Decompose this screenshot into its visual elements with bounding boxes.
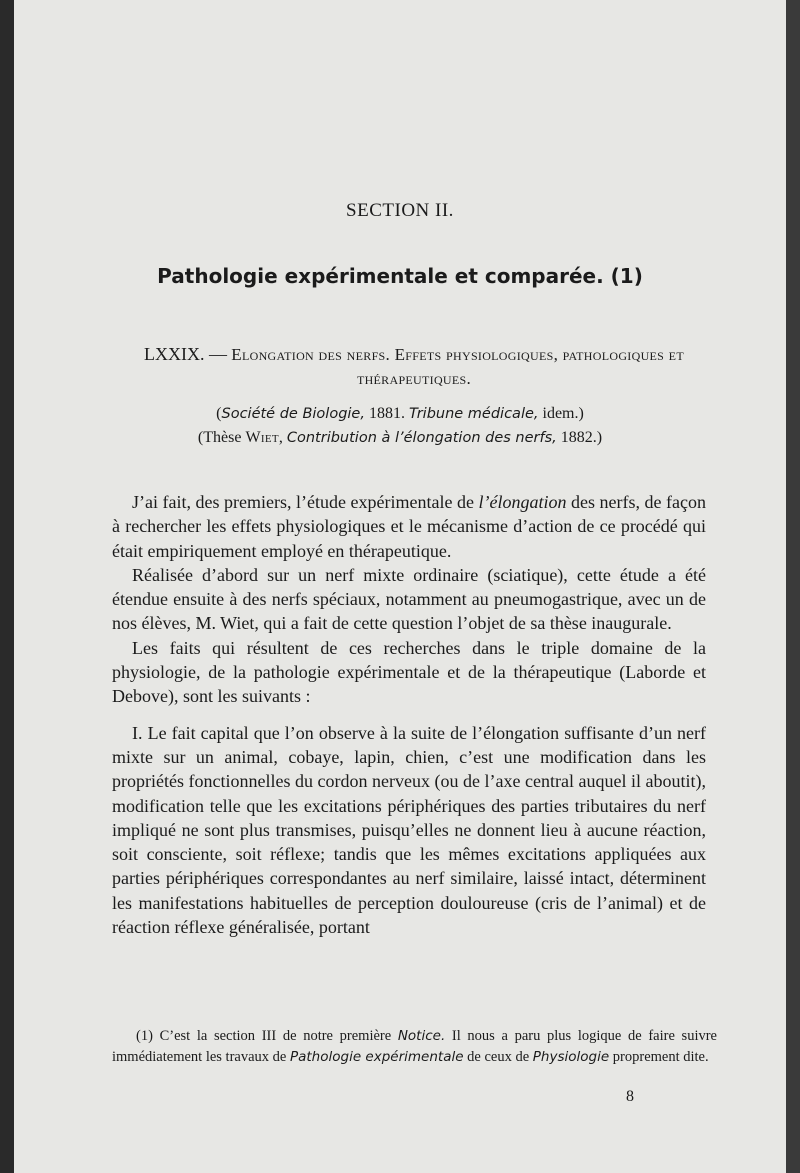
footnote-text-2: Il nous a paru plus logique de faire suivre immédiatement les travaux de	[112, 1028, 717, 1065]
entry-number: LXXIX. —	[144, 344, 228, 364]
ref2-work: Contribution à l’élongation des nerfs,	[286, 430, 557, 446]
paragraph-3: Les faits qui résultent de ces recherches dans le triple domaine de la physiologie, de la pathologie expérimentale et de la thérapeutique (Laborde et Debove), sont les suivants :	[112, 637, 706, 707]
ref1-open: (	[216, 405, 222, 422]
body-text	[112, 490, 706, 939]
scan-edge	[786, 0, 800, 1173]
paragraph-2: Réalisée d’abord sur un nerf mixte ordinaire (sciatique), cette étude a été étendue ensuite à des nerfs spéciaux, notamment au pneumogastrique, avec un de nos élèves, M. Wiet, qui a fait de cette question l’objet de sa thèse inaugurale.	[112, 564, 706, 634]
p1-term: l’élongation	[478, 492, 567, 512]
footnote-text-1: C’est la section III de notre première	[159, 1028, 398, 1044]
footnote-notice: Notice.	[397, 1028, 446, 1044]
ref2-year: 1882.)	[556, 429, 603, 446]
footnote	[112, 1026, 717, 1068]
footnote-text-4: proprement dite.	[609, 1049, 709, 1065]
references	[14, 402, 786, 450]
ref2-prefix: (Thèse	[197, 429, 246, 446]
ref2-author: Wiet	[245, 429, 279, 446]
reference-line-2	[14, 426, 786, 450]
reference-line-1	[14, 402, 786, 426]
paragraph-4: I. Le fait capital que l’on observe à la suite de l’élongation suffisante d’un nerf mixte sur un animal, cobaye, lapin, chien, c’est une modification dans les propriétés fonctionnelles du cordon nerveux (ou de l’axe central auquel il aboutit), modification telle que les excitations périphériques des parties tributaires du nerf impliqué ne sont plus transmises, puisqu’elles ne donnent lieu à aucune réaction, soit consciente, soit réflexe; tandis que les mêmes excitations appliquées aux parties périphériques correspondantes au nerf similaire, laissé intact, déterminent les manifestations habituelles de perception douloureuse (cris de l’animal) et de réaction réflexe généralisée, portant	[112, 722, 706, 938]
section-label: SECTION II.	[346, 200, 454, 221]
footnote-text-3: de ceux de	[463, 1049, 533, 1065]
p1-before: J’ai fait, des premiers, l’étude expérimentale de	[132, 492, 479, 512]
page-number: 8	[626, 1088, 634, 1105]
p1-after: des nerfs, de façon à rechercher les effets physiologiques et le mécanisme d’action de ce procédé qui était empiriquement employé en thérapeutique.	[112, 492, 706, 561]
page-title: Pathologie expérimentale et comparée. (1)	[157, 264, 643, 288]
ref2-comma: ,	[278, 429, 287, 446]
paragraph-1	[112, 490, 706, 563]
ref1-year1: 1881.	[364, 405, 409, 422]
entry-heading-text: Elongation des nerfs. Effets physiologiques, pathologiques et thérapeutiques.	[231, 345, 684, 388]
ref1-journal2: Tribune médicale,	[408, 406, 539, 422]
ref1-tail: idem.)	[538, 405, 584, 422]
footnote-marker: (1)	[136, 1028, 160, 1044]
footnote-text	[112, 1026, 717, 1068]
footnote-pathologie: Pathologie expérimentale	[289, 1049, 464, 1065]
entry-heading	[104, 342, 724, 391]
footnote-physiologie: Physiologie	[532, 1049, 610, 1065]
book-page	[14, 0, 786, 1173]
ref1-journal1: Société de Biologie,	[221, 406, 365, 422]
